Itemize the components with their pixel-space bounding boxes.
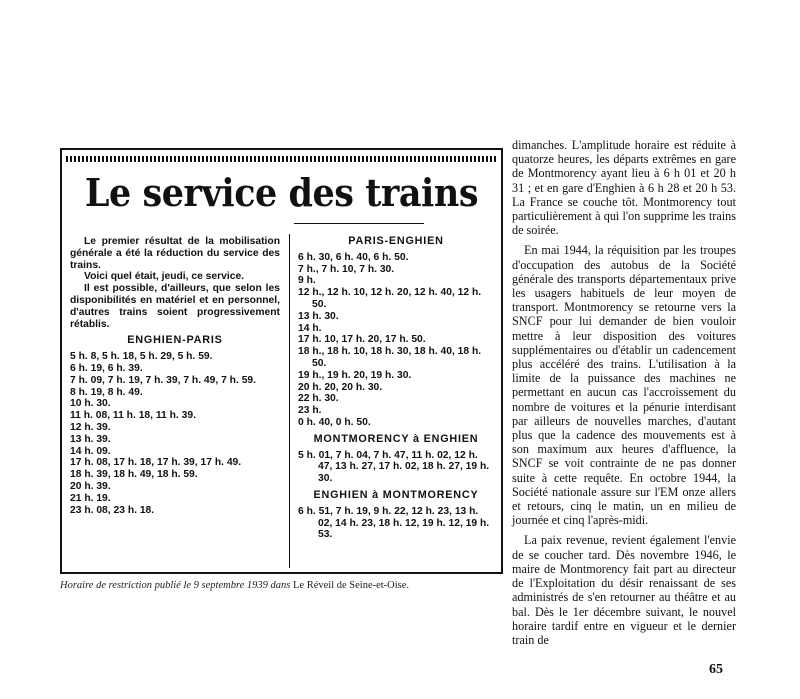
timetable-line: 17 h. 10, 17 h. 20, 17 h. 50. <box>298 334 426 346</box>
article-paragraph: La paix revenue, revient également l'envie de se coucher tard. Dès novembre 1946, le maire de Montmorency fait part au directeur de l'Exploitation du désir renaissant de ses administrés de s'en retourner au théâtre et au bal. Dès le 1er décembre suivant, le nouvel horaire tardif entre en vigueur et le dernier train de <box>512 533 736 647</box>
clipping-right-column <box>298 236 494 541</box>
timetable-line: 9 h. <box>298 275 316 287</box>
page-number: 65 <box>709 662 723 677</box>
section-title-enghien-montmorency: ENGHIEN à MONTMORENCY <box>313 488 479 501</box>
timetable-line: 5 h. 8, 5 h. 18, 5 h. 29, 5 h. 59. <box>70 351 213 363</box>
timetable-line: 13 h. 30. <box>298 310 339 322</box>
headline-rule <box>294 223 424 224</box>
article-paragraph: dimanches. L'amplitude horaire est réduite à quatorze heures, les départs extrêmes en gare de Montmorency ayant lieu à 6 h 01 et 20 h 31 ; et en gare d'Enghien à 6 h 28 et 20 h 53. La France se couche tôt. Montmorency tout particulièrement à qui l'on supprime les trains de soirée. <box>512 138 736 238</box>
timetable-line: 11 h. 08, 11 h. 18, 11 h. 39. <box>70 410 196 422</box>
timetable-line: 20 h. 20, 20 h. 30. <box>298 381 383 393</box>
article-body <box>512 138 736 653</box>
clipping-headline: Le service des trains <box>84 170 479 215</box>
timetable-line: 19 h., 19 h. 20, 19 h. 30. <box>298 369 412 381</box>
intro-paragraph: Il est possible, d'ailleurs, que selon les disponibilités en matériel et en personnel, d'autres trains soient progressivement rétablis. <box>70 283 280 330</box>
caption-newspaper: Le Réveil de Seine-et-Oise. <box>293 580 410 591</box>
timetable-line: 21 h. 19. <box>70 492 111 504</box>
timetable-line: 20 h. 39. <box>70 480 111 492</box>
newspaper-clipping <box>60 148 503 574</box>
dotted-border <box>66 156 497 162</box>
timetable-line: 23 h. <box>298 405 322 417</box>
clipping-intro <box>70 236 280 330</box>
section-title-montmorency-enghien: MONTMORENCY à ENGHIEN <box>313 432 479 445</box>
timetable-line: 12 h., 12 h. 10, 12 h. 20, 12 h. 40, 12 h. 50. <box>298 287 482 310</box>
timetable-line: 22 h. 30. <box>298 393 339 405</box>
clipping-left-column <box>70 236 280 516</box>
article-paragraph: En mai 1944, la réquisition par les troupes d'occupation des autobus de la Société générale des transports départementaux prive les usagers habituels de leur moyen de transport. Montmorency se retourne vers la SNCF pour lui demander de bien vouloir mettre à leur disposition des voitures supplémentaires ou d'établir un cadencement plus accéléré des trains. L'utilisation à la limite de la puissance des machines ne permettant en aucun cas l'accroissement du nombre de voitures et la pénurie interdisant par ailleurs de nouvelles marches, d'autant plus que la cadence des mouvements est à son maximum aux heures d'affluence, la SNCF se voit contrainte de ne pas donner suite à cette requête. En octobre 1944, la Société nationale assure sur l'EM onze allers et retours, cinq le matin, un en milieu de journée et cinq l'après-midi. <box>512 243 736 528</box>
figure-caption <box>60 580 500 591</box>
timetable-line: 18 h., 18 h. 10, 18 h. 30, 18 h. 40, 18 h. 50. <box>298 346 482 369</box>
timetable-line: 12 h. 39. <box>70 421 111 433</box>
timetable-montmorency-enghien: 5 h. 01, 7 h. 04, 7 h. 47, 11 h. 02, 12 h. 47, 13 h. 27, 17 h. 02, 18 h. 27, 19 h. 30. <box>298 449 490 485</box>
timetable-line: 18 h. 39, 18 h. 49, 18 h. 59. <box>70 469 198 481</box>
timetable-paris-enghien <box>298 252 494 429</box>
timetable-line: 6 h. 19, 6 h. 39. <box>70 362 143 374</box>
column-divider <box>289 234 290 568</box>
timetable-line: 0 h. 40, 0 h. 50. <box>298 416 371 428</box>
timetable-enghien-montmorency: 6 h. 51, 7 h. 19, 9 h. 22, 12 h. 23, 13 h. 02, 14 h. 23, 18 h. 12, 19 h. 12, 19 h. 53. <box>298 505 490 541</box>
timetable-line: 14 h. <box>298 322 322 334</box>
section-title-enghien-paris: ENGHIEN-PARIS <box>127 334 223 347</box>
intro-paragraph: Voici quel était, jeudi, ce service. <box>84 271 245 283</box>
timetable-enghien-paris <box>70 351 280 516</box>
timetable-line: 6 h. 30, 6 h. 40, 6 h. 50. <box>298 251 409 263</box>
caption-text: Horaire de restriction publié le 9 septembre 1939 dans <box>60 580 294 591</box>
timetable-line: 14 h. 09. <box>70 445 111 457</box>
section-title-paris-enghien: PARIS-ENGHIEN <box>348 235 444 247</box>
timetable-line: 13 h. 39. <box>70 433 111 445</box>
timetable-line: 10 h. 30. <box>70 398 111 410</box>
timetable-line: 23 h. 08, 23 h. 18. <box>70 504 155 516</box>
timetable-line: 8 h. 19, 8 h. 49. <box>70 386 143 398</box>
timetable-line: 7 h., 7 h. 10, 7 h. 30. <box>298 263 395 275</box>
timetable-line: 17 h. 08, 17 h. 18, 17 h. 39, 17 h. 49. <box>70 457 242 469</box>
timetable-line: 7 h. 09, 7 h. 19, 7 h. 39, 7 h. 49, 7 h. 59. <box>70 374 257 386</box>
intro-paragraph: Le premier résultat de la mobilisation générale a été la réduction du service des trains. <box>70 236 280 271</box>
